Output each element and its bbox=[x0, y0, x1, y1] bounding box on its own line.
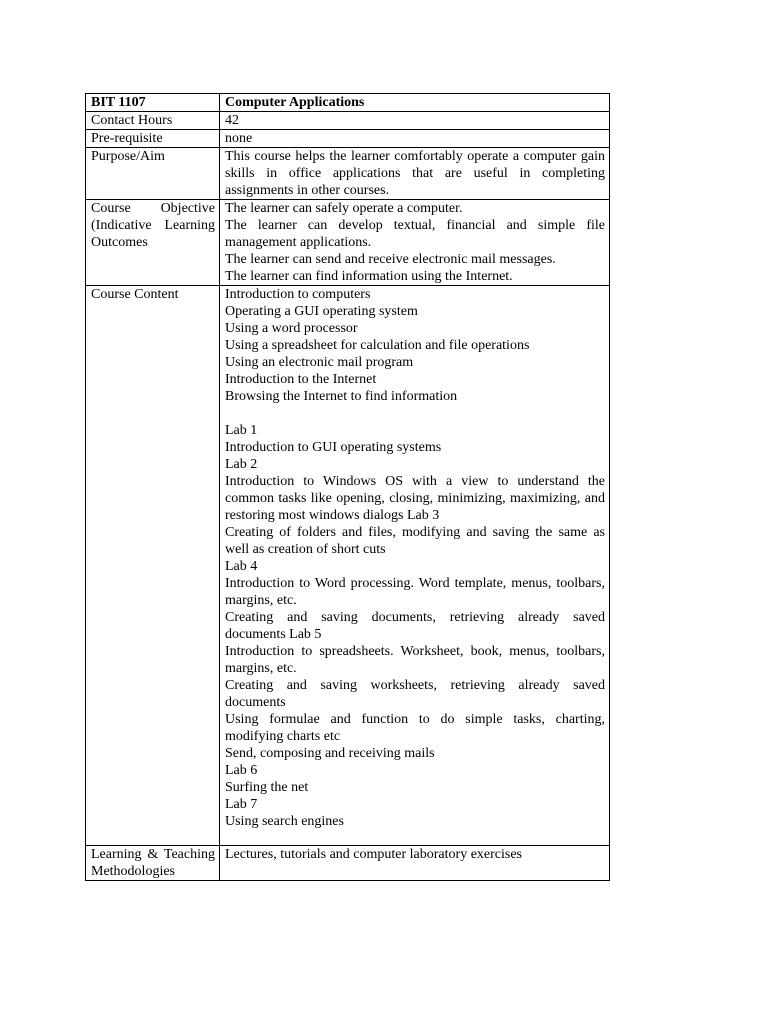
content-topic: Introduction to computers bbox=[225, 287, 371, 302]
lab-line: Surfing the net bbox=[225, 780, 309, 795]
objectives-label-line-3: Outcomes bbox=[91, 235, 148, 250]
lab-line: Creating and saving documents, retrieving already saved documents Lab 5 bbox=[225, 610, 605, 642]
objectives-list bbox=[220, 200, 610, 286]
lab-line: Lab 2 bbox=[225, 457, 258, 472]
lab-line: Introduction to Windows OS with a view to understand the common tasks like opening, closing, minimizing, maximizing, and restoring most windows dialogs Lab 3 bbox=[225, 474, 605, 523]
content-topic: Operating a GUI operating system bbox=[225, 304, 418, 319]
content-label: Course Content bbox=[86, 286, 220, 846]
prerequisite-value: none bbox=[220, 130, 610, 148]
content-spacer bbox=[225, 405, 605, 422]
table-row-prerequisite bbox=[86, 130, 610, 148]
lab-line: Creating and saving worksheets, retrieving already saved documents bbox=[225, 678, 605, 710]
contact-hours-label: Contact Hours bbox=[86, 112, 220, 130]
content-topic: Using a word processor bbox=[225, 321, 358, 336]
course-code: BIT 1107 bbox=[86, 94, 220, 112]
table-row-header bbox=[86, 94, 610, 112]
objectives-label bbox=[86, 200, 220, 286]
course-outline-sheet bbox=[85, 93, 610, 881]
course-title: Computer Applications bbox=[220, 94, 610, 112]
objective-item: The learner can safely operate a computer. bbox=[225, 201, 463, 216]
lab-line: Using formulae and function to do simple tasks, charting, modifying charts etc bbox=[225, 712, 605, 744]
content-bottom-spacer bbox=[225, 830, 605, 845]
table-row-purpose bbox=[86, 148, 610, 200]
content-topic: Browsing the Internet to find information bbox=[225, 389, 458, 404]
table-row-objectives bbox=[86, 200, 610, 286]
table-row-contact-hours bbox=[86, 112, 610, 130]
course-outline-table bbox=[85, 93, 610, 881]
objective-item: The learner can send and receive electronic mail messages. bbox=[225, 252, 556, 267]
table-row-content bbox=[86, 286, 610, 846]
lab-line: Introduction to spreadsheets. Worksheet, book, menus, toolbars, margins, etc. bbox=[225, 644, 605, 676]
contact-hours-value: 42 bbox=[220, 112, 610, 130]
content-topic: Using an electronic mail program bbox=[225, 355, 414, 370]
lab-line: Lab 4 bbox=[225, 559, 258, 574]
objective-item: The learner can develop textual, financial and simple file management applications. bbox=[225, 218, 605, 250]
content-topic: Introduction to the Internet bbox=[225, 372, 377, 387]
objective-item: The learner can find information using the Internet. bbox=[225, 269, 513, 284]
objectives-label-line-1: Course Objective bbox=[91, 201, 215, 216]
lab-line: Lab 7 bbox=[225, 797, 258, 812]
methodologies-value: Lectures, tutorials and computer laboratory exercises bbox=[220, 846, 610, 881]
table-row-methodologies bbox=[86, 846, 610, 881]
lab-line: Send, composing and receiving mails bbox=[225, 746, 435, 761]
methodologies-label: Learning & Teaching Methodologies bbox=[86, 846, 220, 881]
lab-line: Creating of folders and files, modifying and saving the same as well as creation of short cuts bbox=[225, 525, 605, 557]
content-topic: Using a spreadsheet for calculation and file operations bbox=[225, 338, 530, 353]
purpose-text: This course helps the learner comfortably operate a computer gain skills in office applications that are useful in completing assignments in other courses. bbox=[220, 148, 610, 200]
purpose-label: Purpose/Aim bbox=[86, 148, 220, 200]
lab-line: Introduction to Word processing. Word template, menus, toolbars, margins, etc. bbox=[225, 576, 605, 608]
content-list bbox=[220, 286, 610, 846]
lab-line: Introduction to GUI operating systems bbox=[225, 440, 442, 455]
prerequisite-label: Pre-requisite bbox=[86, 130, 220, 148]
lab-line: Lab 1 bbox=[225, 423, 258, 438]
lab-line: Using search engines bbox=[225, 814, 344, 829]
lab-line: Lab 6 bbox=[225, 763, 258, 778]
objectives-label-line-2: (Indicative Learning bbox=[91, 218, 215, 233]
